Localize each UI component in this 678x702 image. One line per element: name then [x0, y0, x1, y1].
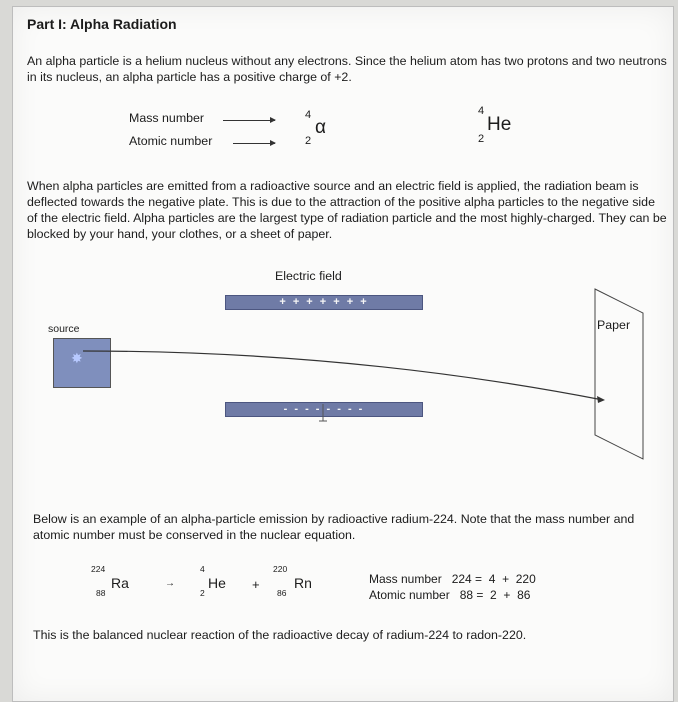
rn-symbol: Rn — [294, 575, 312, 591]
rn-mass: 220 — [273, 564, 288, 574]
paper-sheet — [595, 289, 643, 459]
eq-he-symbol: He — [208, 575, 226, 591]
source-label: source — [48, 323, 80, 335]
ra-mass: 224 — [91, 564, 106, 574]
example-paragraph: Below is an example of an alpha-particle emission by radioactive radium-224. Note that the mass number and atomic number must be conserved in the nuclear equation. — [33, 512, 635, 542]
alpha-beam — [83, 351, 603, 400]
document-page — [12, 6, 674, 702]
section-title: Part I: Alpha Radiation — [27, 16, 177, 32]
alpha-atomic: 2 — [305, 135, 312, 147]
paper-label: Paper — [597, 318, 631, 332]
reaction-plus: + — [252, 577, 260, 592]
he-atomic: 2 — [478, 133, 485, 145]
eq-he-mass: 4 — [200, 564, 205, 574]
rn-atomic: 86 — [277, 588, 287, 598]
mass-number-label: Mass number — [129, 111, 205, 125]
alpha-symbol: α — [315, 117, 326, 138]
mass-conservation: Mass number 224 = 4 + 220 — [369, 572, 536, 586]
conclusion-paragraph: This is the balanced nuclear reaction of the radioactive decay of radium-224 to radon-220. — [33, 628, 527, 642]
reaction-arrow: → — [165, 578, 175, 589]
negative-plate: - - - - - - - - — [225, 402, 423, 417]
alpha-mass: 4 — [305, 109, 312, 121]
he-symbol: He — [487, 114, 512, 135]
positive-plate: + + + + + + + — [225, 295, 423, 310]
he-mass: 4 — [478, 105, 485, 117]
ra-symbol: Ra — [111, 575, 129, 591]
deflection-paragraph: When alpha particles are emitted from a radioactive source and an electric field is applied, the radiation beam is deflected towards the negative plate. This is due to the attraction of the positive alpha particles to the negative side of the electric field. Alpha particles are the largest type of radiation particle and the most highly-charged. They can be blocked by your hand, your clothes, or a sheet of paper. — [27, 179, 667, 241]
radiation-star-icon: ✸ — [71, 350, 83, 366]
intro-paragraph: An alpha particle is a helium nucleus without any electrons. Since the helium atom has two protons and two neutrons in its nucleus, an alpha particle has a positive charge of +2. — [27, 54, 667, 84]
diagram-svg — [13, 7, 673, 507]
electric-field-label: Electric field — [275, 269, 342, 283]
eq-he-atomic: 2 — [200, 588, 205, 598]
atomic-conservation: Atomic number 88 = 2 + 86 — [369, 588, 531, 602]
ra-atomic: 88 — [96, 588, 106, 598]
atomic-number-label: Atomic number — [129, 134, 213, 148]
